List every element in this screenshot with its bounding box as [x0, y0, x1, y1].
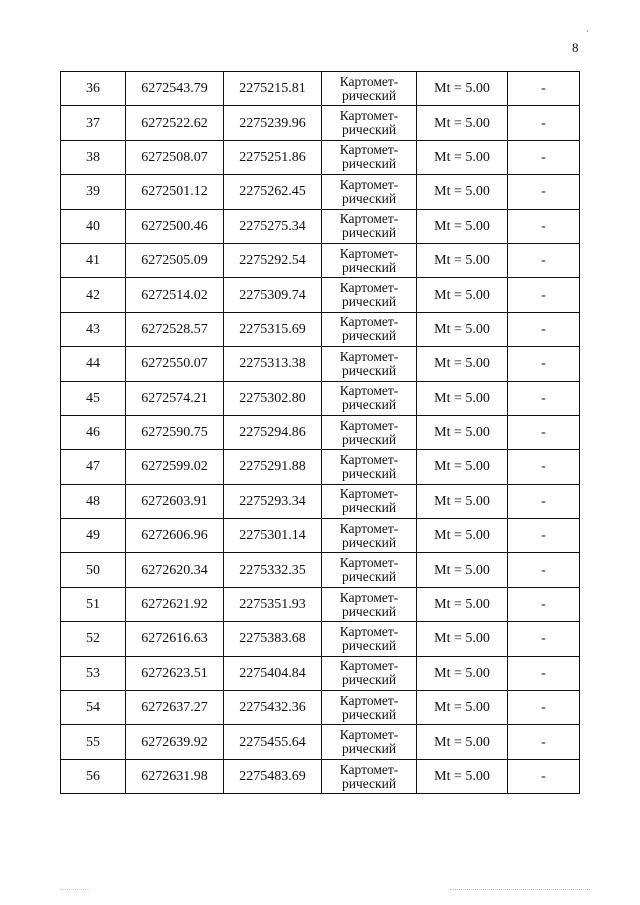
method-cell	[322, 72, 417, 106]
note-cell: -	[508, 312, 580, 346]
scan-artifact	[60, 887, 90, 890]
note-cell: -	[508, 587, 580, 621]
method-line: Картомет-	[339, 73, 399, 89]
table-row	[61, 243, 580, 277]
point-number-cell: 40	[61, 209, 126, 243]
method-cell	[322, 381, 417, 415]
method-cell	[322, 759, 417, 793]
note-cell: -	[508, 519, 580, 553]
table-row	[61, 587, 580, 621]
method-line: Картомет-	[339, 520, 399, 536]
method-line: рический	[341, 294, 397, 310]
method-line: рический	[341, 672, 397, 688]
table-row	[61, 175, 580, 209]
method-cell	[322, 243, 417, 277]
note-cell: -	[508, 175, 580, 209]
note-cell: -	[508, 759, 580, 793]
method-line: рический	[341, 122, 397, 138]
y-coordinate-cell: 2275215.81	[224, 72, 322, 106]
method-line: рический	[341, 534, 397, 550]
method-line: Картомет-	[339, 245, 399, 261]
note-cell: -	[508, 415, 580, 449]
x-coordinate-cell: 6272522.62	[126, 106, 224, 140]
note-cell: -	[508, 656, 580, 690]
note-cell: -	[508, 725, 580, 759]
method-cell	[322, 725, 417, 759]
accuracy-cell: Mt = 5.00	[417, 725, 508, 759]
point-number-cell: 42	[61, 278, 126, 312]
point-number-cell: 56	[61, 759, 126, 793]
x-coordinate-cell: 6272574.21	[126, 381, 224, 415]
table-row	[61, 347, 580, 381]
table-row	[61, 484, 580, 518]
method-line: Картомет-	[339, 761, 399, 777]
method-line: рический	[341, 259, 397, 275]
accuracy-cell: Mt = 5.00	[417, 209, 508, 243]
note-cell: -	[508, 381, 580, 415]
method-line: Картомет-	[339, 658, 399, 674]
method-line: Картомет-	[339, 727, 399, 743]
point-number-cell: 55	[61, 725, 126, 759]
y-coordinate-cell: 2275315.69	[224, 312, 322, 346]
point-number-cell: 50	[61, 553, 126, 587]
method-cell	[322, 622, 417, 656]
method-cell	[322, 347, 417, 381]
method-cell	[322, 656, 417, 690]
accuracy-cell: Mt = 5.00	[417, 656, 508, 690]
method-line: Картомет-	[339, 142, 399, 158]
point-number-cell: 51	[61, 587, 126, 621]
table-row	[61, 519, 580, 553]
note-cell: -	[508, 106, 580, 140]
method-line: Картомет-	[339, 451, 399, 467]
table-row	[61, 450, 580, 484]
y-coordinate-cell: 2275313.38	[224, 347, 322, 381]
method-line: Картомет-	[339, 211, 399, 227]
method-line: Картомет-	[339, 589, 399, 605]
x-coordinate-cell: 6272550.07	[126, 347, 224, 381]
x-coordinate-cell: 6272514.02	[126, 278, 224, 312]
method-line: рический	[341, 637, 397, 653]
note-cell: -	[508, 622, 580, 656]
table-row	[61, 72, 580, 106]
point-number-cell: 37	[61, 106, 126, 140]
table-row	[61, 691, 580, 725]
y-coordinate-cell: 2275455.64	[224, 725, 322, 759]
method-cell	[322, 450, 417, 484]
y-coordinate-cell: 2275302.80	[224, 381, 322, 415]
x-coordinate-cell: 6272623.51	[126, 656, 224, 690]
table-row	[61, 209, 580, 243]
method-line: рический	[341, 431, 397, 447]
method-cell	[322, 140, 417, 174]
note-cell: -	[508, 72, 580, 106]
method-line: Картомет-	[339, 383, 399, 399]
method-line: Картомет-	[339, 108, 399, 124]
method-cell	[322, 106, 417, 140]
y-coordinate-cell: 2275432.36	[224, 691, 322, 725]
x-coordinate-cell: 6272590.75	[126, 415, 224, 449]
method-cell	[322, 484, 417, 518]
method-line: Картомет-	[339, 486, 399, 502]
note-cell: -	[508, 243, 580, 277]
x-coordinate-cell: 6272603.91	[126, 484, 224, 518]
accuracy-cell: Mt = 5.00	[417, 450, 508, 484]
accuracy-cell: Mt = 5.00	[417, 415, 508, 449]
note-cell: -	[508, 209, 580, 243]
y-coordinate-cell: 2275404.84	[224, 656, 322, 690]
x-coordinate-cell: 6272637.27	[126, 691, 224, 725]
point-number-cell: 38	[61, 140, 126, 174]
method-cell	[322, 175, 417, 209]
table-row	[61, 656, 580, 690]
method-line: рический	[341, 87, 397, 103]
accuracy-cell: Mt = 5.00	[417, 553, 508, 587]
table-row	[61, 553, 580, 587]
point-number-cell: 49	[61, 519, 126, 553]
coordinates-table	[60, 71, 580, 794]
x-coordinate-cell: 6272543.79	[126, 72, 224, 106]
x-coordinate-cell: 6272528.57	[126, 312, 224, 346]
accuracy-cell: Mt = 5.00	[417, 347, 508, 381]
table-row	[61, 381, 580, 415]
method-cell	[322, 587, 417, 621]
accuracy-cell: Mt = 5.00	[417, 587, 508, 621]
point-number-cell: 44	[61, 347, 126, 381]
method-line: рический	[341, 706, 397, 722]
point-number-cell: 53	[61, 656, 126, 690]
note-cell: -	[508, 691, 580, 725]
y-coordinate-cell: 2275351.93	[224, 587, 322, 621]
table-row	[61, 312, 580, 346]
note-cell: -	[508, 484, 580, 518]
table-row	[61, 622, 580, 656]
note-cell: -	[508, 553, 580, 587]
y-coordinate-cell: 2275293.34	[224, 484, 322, 518]
method-line: Картомет-	[339, 555, 399, 571]
y-coordinate-cell: 2275251.86	[224, 140, 322, 174]
point-number-cell: 54	[61, 691, 126, 725]
method-line: рический	[341, 397, 397, 413]
y-coordinate-cell: 2275275.34	[224, 209, 322, 243]
accuracy-cell: Mt = 5.00	[417, 691, 508, 725]
y-coordinate-cell: 2275309.74	[224, 278, 322, 312]
table-row	[61, 415, 580, 449]
y-coordinate-cell: 2275262.45	[224, 175, 322, 209]
method-line: рический	[341, 156, 397, 172]
method-line: рический	[341, 775, 397, 791]
y-coordinate-cell: 2275483.69	[224, 759, 322, 793]
method-line: Картомет-	[339, 348, 399, 364]
y-coordinate-cell: 2275301.14	[224, 519, 322, 553]
y-coordinate-cell: 2275294.86	[224, 415, 322, 449]
method-line: рический	[341, 225, 397, 241]
method-cell	[322, 415, 417, 449]
method-line: рический	[341, 569, 397, 585]
accuracy-cell: Mt = 5.00	[417, 72, 508, 106]
point-number-cell: 41	[61, 243, 126, 277]
table-row	[61, 725, 580, 759]
scan-artifact	[450, 887, 590, 890]
point-number-cell: 48	[61, 484, 126, 518]
method-cell	[322, 312, 417, 346]
method-line: рический	[341, 362, 397, 378]
method-line: Картомет-	[339, 314, 399, 330]
method-cell	[322, 553, 417, 587]
y-coordinate-cell: 2275292.54	[224, 243, 322, 277]
y-coordinate-cell: 2275239.96	[224, 106, 322, 140]
note-cell: -	[508, 140, 580, 174]
point-number-cell: 52	[61, 622, 126, 656]
method-cell	[322, 278, 417, 312]
point-number-cell: 36	[61, 72, 126, 106]
table-row	[61, 278, 580, 312]
method-line: Картомет-	[339, 692, 399, 708]
margin-mark: ´	[586, 30, 590, 41]
point-number-cell: 47	[61, 450, 126, 484]
method-cell	[322, 519, 417, 553]
accuracy-cell: Mt = 5.00	[417, 140, 508, 174]
method-line: рический	[341, 500, 397, 516]
method-line: рический	[341, 465, 397, 481]
method-line: рический	[341, 741, 397, 757]
method-cell	[322, 691, 417, 725]
x-coordinate-cell: 6272606.96	[126, 519, 224, 553]
point-number-cell: 46	[61, 415, 126, 449]
accuracy-cell: Mt = 5.00	[417, 484, 508, 518]
note-cell: -	[508, 278, 580, 312]
coordinates-table-body	[61, 72, 580, 794]
table-row	[61, 759, 580, 793]
method-line: рический	[341, 190, 397, 206]
note-cell: -	[508, 450, 580, 484]
x-coordinate-cell: 6272616.63	[126, 622, 224, 656]
point-number-cell: 43	[61, 312, 126, 346]
x-coordinate-cell: 6272621.92	[126, 587, 224, 621]
y-coordinate-cell: 2275291.88	[224, 450, 322, 484]
x-coordinate-cell: 6272599.02	[126, 450, 224, 484]
x-coordinate-cell: 6272631.98	[126, 759, 224, 793]
accuracy-cell: Mt = 5.00	[417, 243, 508, 277]
method-line: Картомет-	[339, 417, 399, 433]
accuracy-cell: Mt = 5.00	[417, 312, 508, 346]
accuracy-cell: Mt = 5.00	[417, 519, 508, 553]
table-row	[61, 140, 580, 174]
x-coordinate-cell: 6272620.34	[126, 553, 224, 587]
point-number-cell: 39	[61, 175, 126, 209]
page-number: 8	[572, 40, 579, 55]
x-coordinate-cell: 6272508.07	[126, 140, 224, 174]
y-coordinate-cell: 2275383.68	[224, 622, 322, 656]
accuracy-cell: Mt = 5.00	[417, 381, 508, 415]
accuracy-cell: Mt = 5.00	[417, 278, 508, 312]
method-line: Картомет-	[339, 623, 399, 639]
method-cell	[322, 209, 417, 243]
method-line: рический	[341, 328, 397, 344]
accuracy-cell: Mt = 5.00	[417, 175, 508, 209]
note-cell: -	[508, 347, 580, 381]
table-row	[61, 106, 580, 140]
y-coordinate-cell: 2275332.35	[224, 553, 322, 587]
method-line: Картомет-	[339, 176, 399, 192]
method-line: Картомет-	[339, 280, 399, 296]
accuracy-cell: Mt = 5.00	[417, 622, 508, 656]
accuracy-cell: Mt = 5.00	[417, 759, 508, 793]
method-line: рический	[341, 603, 397, 619]
point-number-cell: 45	[61, 381, 126, 415]
x-coordinate-cell: 6272505.09	[126, 243, 224, 277]
x-coordinate-cell: 6272501.12	[126, 175, 224, 209]
x-coordinate-cell: 6272639.92	[126, 725, 224, 759]
accuracy-cell: Mt = 5.00	[417, 106, 508, 140]
x-coordinate-cell: 6272500.46	[126, 209, 224, 243]
